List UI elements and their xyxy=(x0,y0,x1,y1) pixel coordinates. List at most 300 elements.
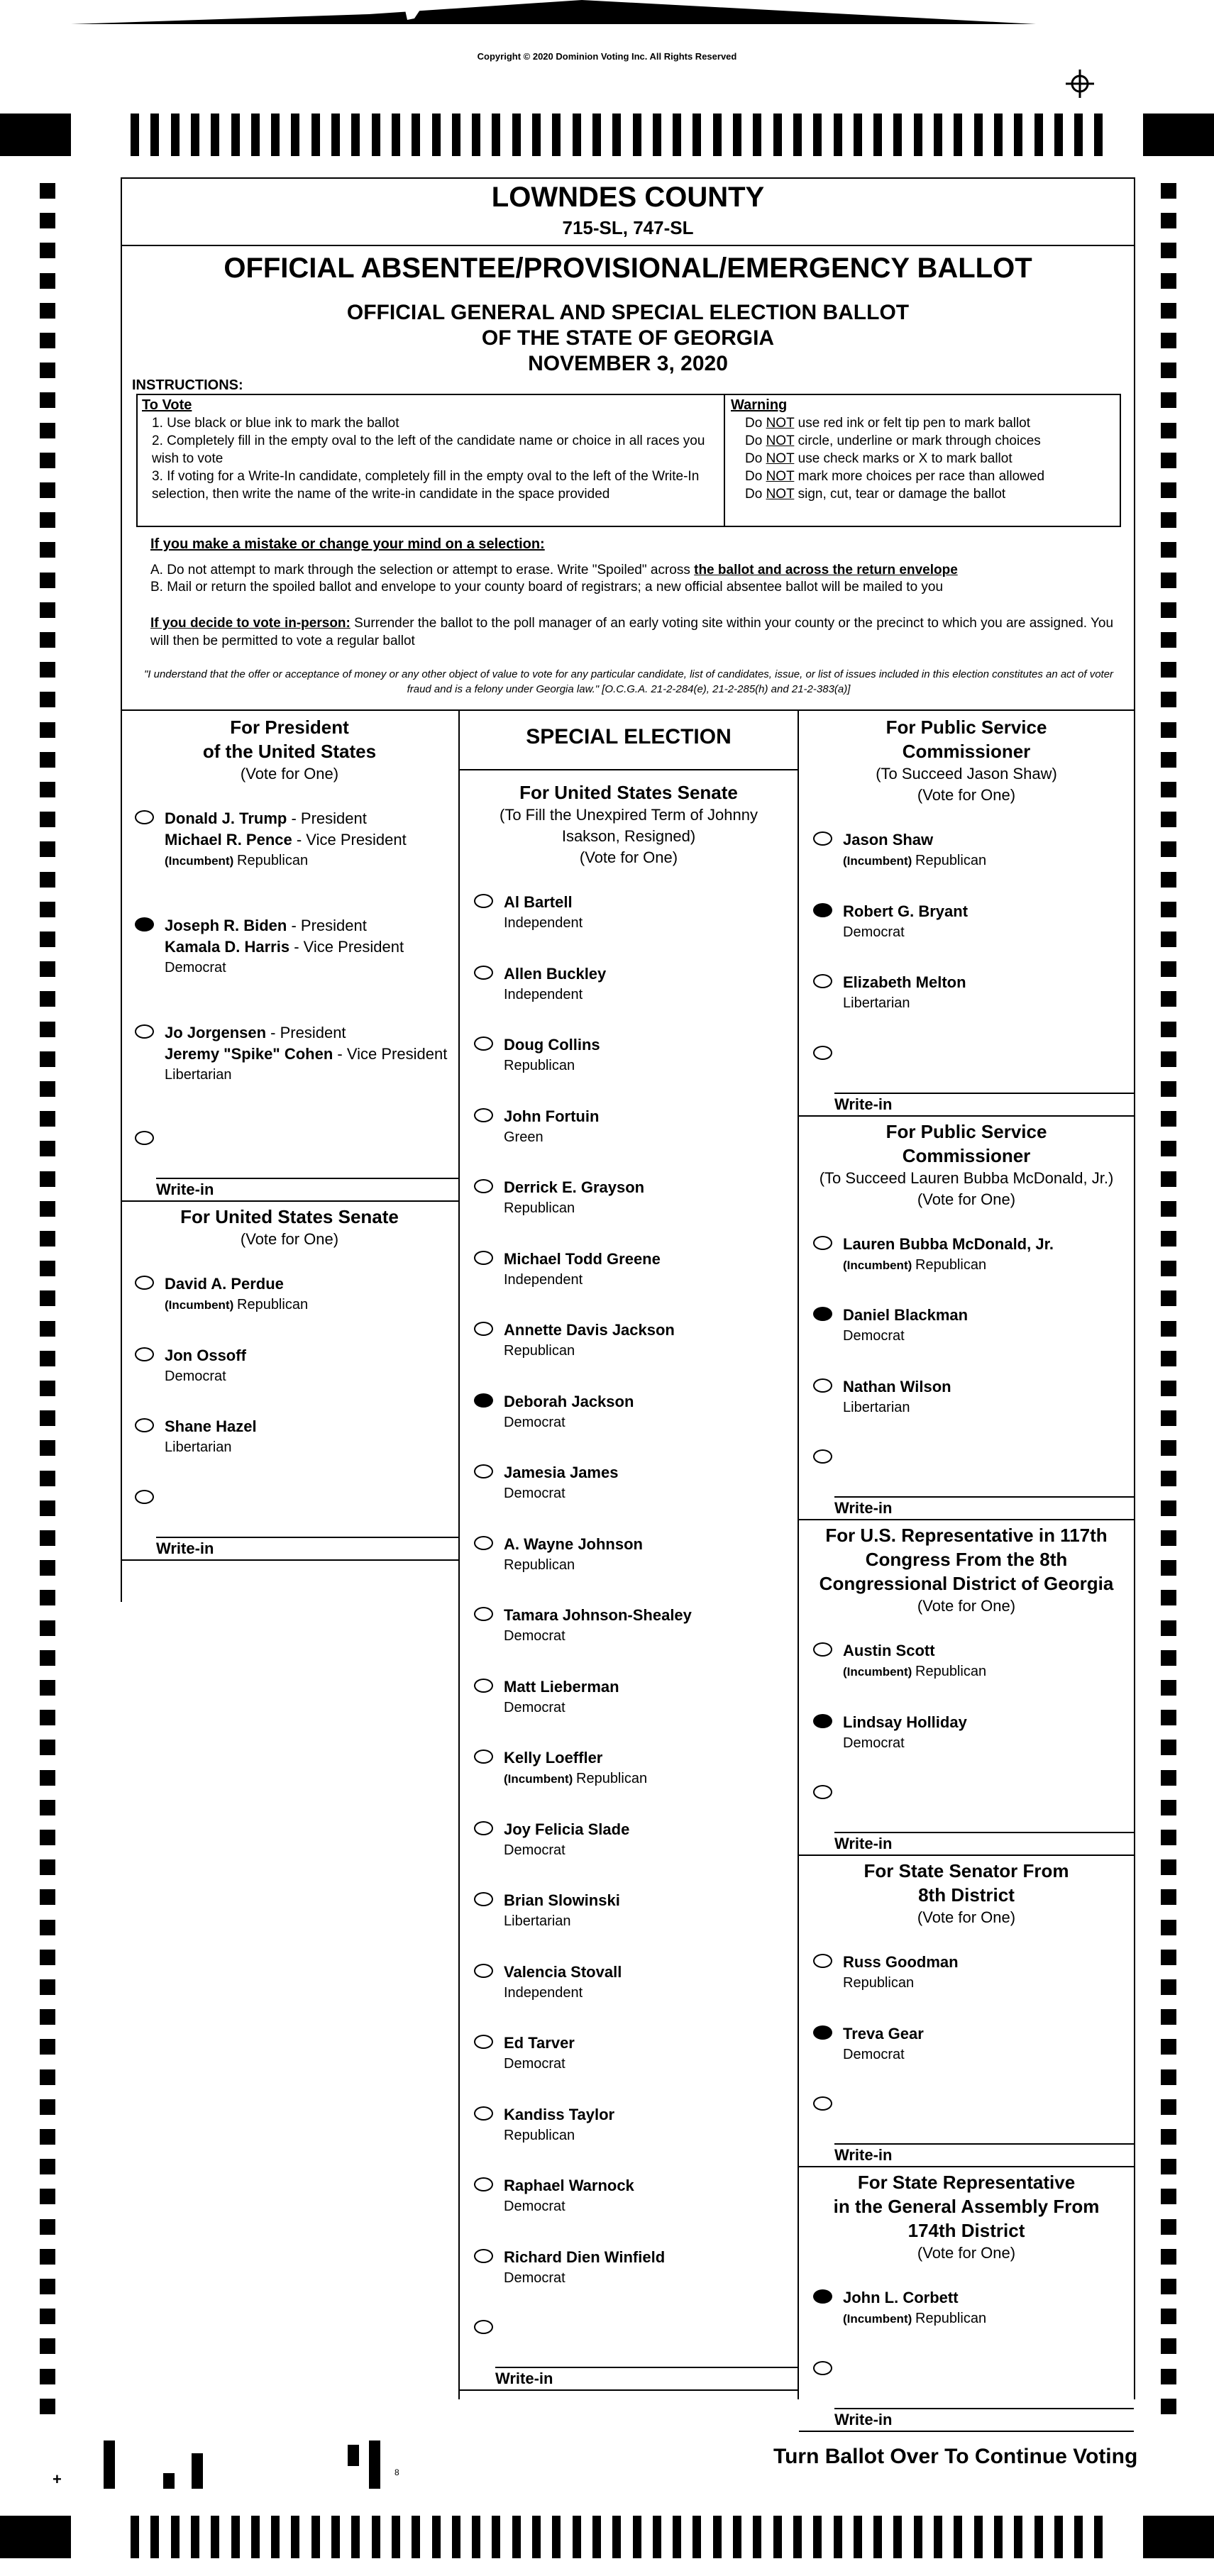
candidate-option[interactable] xyxy=(135,1274,451,1331)
race-instruction: (Vote for One) xyxy=(917,1190,1016,1208)
timing-mark xyxy=(40,542,55,558)
candidate-party: Democrat xyxy=(504,2270,565,2286)
candidate-party: Republican xyxy=(504,2127,575,2143)
candidate-party: Democrat xyxy=(504,1842,565,1858)
vote-oval[interactable] xyxy=(474,1964,493,1978)
timing-mark xyxy=(40,2099,55,2115)
candidate-name: Jon Ossoff xyxy=(165,1346,246,1364)
vote-oval[interactable] xyxy=(135,1276,154,1290)
candidate-party: Independent xyxy=(504,1984,583,2001)
candidate-name: Allen Buckley xyxy=(504,964,607,983)
candidate-option[interactable] xyxy=(474,892,790,949)
timing-mark xyxy=(1161,692,1176,707)
code-mark xyxy=(104,2440,115,2489)
write-in-label: Write-in xyxy=(834,1499,893,1517)
timing-mark xyxy=(40,961,55,977)
timing-mark xyxy=(40,512,55,528)
vote-oval[interactable] xyxy=(135,1131,154,1145)
candidate-option[interactable] xyxy=(474,2176,790,2233)
candidate-party: Libertarian xyxy=(165,1066,232,1083)
candidate-party: Democrat xyxy=(504,2199,565,2214)
vote-oval[interactable] xyxy=(813,831,832,846)
timing-mark xyxy=(673,114,681,156)
oath-text: "I understand that the offer or acceptance of money or any other object of value to vote for any particular candidate, list of candidates, issue, or list of issues included in this election constitutes an act of voter fraud and is a felony under Georgia law." [O.C.G.A. 21-2-284(e), 21-2-285(h) and 21-2-383(a)] xyxy=(143,668,1114,695)
timing-mark xyxy=(40,1979,55,1995)
vote-oval[interactable] xyxy=(135,1490,154,1504)
candidate-option[interactable] xyxy=(474,1820,790,1876)
timing-mark xyxy=(1161,392,1176,408)
vote-oval[interactable] xyxy=(135,1418,154,1432)
timing-mark xyxy=(1161,1381,1176,1396)
vote-oval[interactable] xyxy=(474,1179,493,1193)
to-vote-title: To Vote xyxy=(142,397,192,413)
candidate-name: John L. Corbett xyxy=(843,2289,959,2306)
vote-oval[interactable] xyxy=(813,2096,832,2111)
write-in-line[interactable] xyxy=(834,1093,1134,1094)
candidate-party: (Incumbent) Republican xyxy=(165,1297,309,1313)
vote-oval[interactable] xyxy=(474,1892,493,1906)
race-instruction: (To Succeed Lauren Bubba McDonald, Jr.) xyxy=(819,1168,1114,1187)
race-header xyxy=(799,2170,1134,2264)
race-instruction: Isakson, Resigned) xyxy=(561,827,696,845)
timing-mark xyxy=(954,114,962,156)
vote-oval[interactable] xyxy=(474,1322,493,1336)
timing-mark xyxy=(150,2516,159,2558)
race-header xyxy=(799,1859,1134,1928)
timing-mark xyxy=(1161,1290,1176,1306)
vote-oval[interactable] xyxy=(474,1749,493,1764)
timing-mark xyxy=(673,2516,681,2558)
candidate-name: Nathan Wilson xyxy=(843,1377,951,1395)
candidate-option[interactable] xyxy=(135,916,451,973)
timing-mark xyxy=(1161,573,1176,588)
candidate-party: Republican xyxy=(504,1343,575,1359)
timing-mark xyxy=(392,114,400,156)
timing-mark xyxy=(40,2279,55,2294)
candidate-name: Doug Collins xyxy=(504,1036,600,1054)
candidate-option[interactable] xyxy=(474,1962,790,2019)
timing-mark xyxy=(612,2516,621,2558)
code-mark xyxy=(192,2453,203,2489)
candidate-option[interactable] xyxy=(135,809,451,866)
timing-mark xyxy=(1161,2159,1176,2174)
timing-mark xyxy=(331,2516,340,2558)
candidate-option[interactable] xyxy=(474,1320,790,1377)
timing-mark xyxy=(171,114,180,156)
candidate-party: Democrat xyxy=(843,1735,905,1751)
timing-mark xyxy=(372,114,380,156)
timing-mark xyxy=(271,2516,280,2558)
vote-oval[interactable] xyxy=(813,1954,832,1968)
timing-mark xyxy=(934,114,942,156)
candidate-name: Elizabeth Melton xyxy=(843,973,966,991)
timing-mark xyxy=(1161,2338,1176,2354)
write-in-label: Write-in xyxy=(834,2410,893,2428)
vote-oval[interactable] xyxy=(135,1024,154,1039)
timing-mark xyxy=(1161,2219,1176,2235)
timing-mark xyxy=(412,114,420,156)
race-instruction: (Vote for One) xyxy=(579,848,678,866)
candidate-party: (Incumbent) Republican xyxy=(504,1771,648,1786)
candidate-party: Republican xyxy=(504,1557,575,1573)
timing-mark xyxy=(40,333,55,348)
timing-mark xyxy=(1161,243,1176,258)
candidate-party: Green xyxy=(504,1129,543,1145)
vote-oval[interactable] xyxy=(813,1449,832,1464)
candidate-option[interactable] xyxy=(474,1107,790,1163)
timing-mark xyxy=(1161,1321,1176,1337)
timing-mark xyxy=(131,2516,139,2558)
timing-mark xyxy=(552,2516,561,2558)
timing-mark xyxy=(432,2516,441,2558)
timing-mark xyxy=(1161,1680,1176,1696)
candidate-party: Independent xyxy=(504,915,583,931)
race-instruction: (To Fill the Unexpired Term of Johnny xyxy=(500,806,758,824)
timing-mark xyxy=(1074,114,1083,156)
timing-mark xyxy=(40,602,55,618)
timing-mark xyxy=(1161,1740,1176,1755)
timing-mark xyxy=(813,2516,822,2558)
timing-mark xyxy=(40,423,55,438)
timing-mark xyxy=(1161,841,1176,857)
vote-oval[interactable] xyxy=(813,1642,832,1657)
timing-mark xyxy=(311,2516,320,2558)
candidate-option[interactable] xyxy=(813,902,1127,958)
candidate-option[interactable] xyxy=(813,973,1127,1029)
write-in-line[interactable] xyxy=(834,2408,1134,2409)
timing-mark xyxy=(1161,1261,1176,1276)
timing-mark xyxy=(1161,1440,1176,1456)
timing-mark xyxy=(40,1261,55,1276)
candidate-option[interactable] xyxy=(474,1535,790,1591)
vote-oval[interactable] xyxy=(813,903,832,917)
race-header xyxy=(799,1523,1134,1617)
timing-mark xyxy=(40,2189,55,2204)
timing-mark xyxy=(40,1081,55,1097)
timing-mark xyxy=(40,1290,55,1306)
timing-mark xyxy=(40,1770,55,1786)
timing-mark xyxy=(472,2516,480,2558)
candidate-name: Lindsay Holliday xyxy=(843,1713,967,1731)
timing-mark xyxy=(1143,114,1214,156)
candidate-party: Independent xyxy=(504,986,583,1002)
vote-oval[interactable] xyxy=(813,974,832,988)
timing-mark xyxy=(1161,273,1176,289)
timing-mark xyxy=(40,1022,55,1037)
vote-oval[interactable] xyxy=(813,1307,832,1321)
vote-oval[interactable] xyxy=(813,1046,832,1060)
candidate-option[interactable] xyxy=(813,1305,1127,1362)
candidate-option[interactable] xyxy=(474,2248,790,2304)
candidate-option[interactable] xyxy=(813,2288,1127,2345)
vote-oval[interactable] xyxy=(135,1347,154,1361)
write-in-line[interactable] xyxy=(495,2367,798,2368)
timing-mark xyxy=(40,1171,55,1187)
timing-mark xyxy=(873,114,882,156)
candidate-option[interactable] xyxy=(813,1713,1127,1769)
write-in-label: Write-in xyxy=(156,1181,214,1199)
timing-mark xyxy=(392,2516,400,2558)
timing-mark xyxy=(231,114,240,156)
race-title: For United States Senate xyxy=(180,1206,399,1228)
write-in-line[interactable] xyxy=(834,1496,1134,1498)
timing-mark xyxy=(773,114,782,156)
candidate-option[interactable] xyxy=(474,2105,790,2162)
ballot-codes: 715-SL, 747-SL xyxy=(562,217,694,238)
vote-oval[interactable] xyxy=(474,2035,493,2049)
timing-mark xyxy=(40,782,55,797)
vote-oval[interactable] xyxy=(474,1464,493,1478)
race-header xyxy=(121,1205,458,1250)
timing-mark xyxy=(372,2516,380,2558)
vote-oval[interactable] xyxy=(474,2177,493,2191)
candidate-option[interactable] xyxy=(813,1952,1127,2009)
candidate-name: Daniel Blackman xyxy=(843,1306,969,1324)
timing-mark xyxy=(40,273,55,289)
candidate-name: Al Bartell xyxy=(504,893,573,911)
candidate-option[interactable] xyxy=(474,1605,790,1662)
timing-mark xyxy=(40,812,55,827)
candidate-option[interactable] xyxy=(813,1641,1127,1698)
timing-mark xyxy=(1161,1530,1176,1546)
timing-mark xyxy=(1014,114,1022,156)
timing-mark xyxy=(40,1471,55,1486)
candidate-name: Kandiss Taylor xyxy=(504,2105,615,2123)
candidate-name: Robert G. Bryant xyxy=(843,902,969,920)
candidate-option[interactable] xyxy=(474,964,790,1021)
write-in-line[interactable] xyxy=(156,1537,458,1538)
candidate-option[interactable] xyxy=(135,1346,451,1403)
timing-mark xyxy=(1161,1201,1176,1217)
candidate-name: Brian Slowinski xyxy=(504,1891,620,1909)
timing-mark xyxy=(994,114,1003,156)
candidate-party: Republican xyxy=(504,1200,575,1216)
candidate-name: John Fortuin xyxy=(504,1107,600,1125)
race-title: For President xyxy=(230,717,349,738)
timing-mark xyxy=(1034,114,1043,156)
timing-mark xyxy=(1161,303,1176,319)
candidate-name: Jamesia James xyxy=(504,1464,619,1481)
timing-mark xyxy=(1143,2516,1214,2558)
timing-mark xyxy=(1161,1022,1176,1037)
race-title: in the General Assembly From xyxy=(833,2196,1100,2217)
race-divider xyxy=(121,1559,458,1561)
vote-oval[interactable] xyxy=(813,2361,832,2375)
candidate-party: Libertarian xyxy=(165,1439,232,1456)
candidate-party: Libertarian xyxy=(843,1399,910,1415)
timing-mark xyxy=(1161,2309,1176,2324)
timing-mark xyxy=(813,114,822,156)
candidate-option[interactable] xyxy=(474,1748,790,1805)
timing-mark xyxy=(1161,1650,1176,1666)
timing-mark xyxy=(532,114,541,156)
timing-mark xyxy=(1161,1950,1176,1965)
timing-mark xyxy=(1161,1081,1176,1097)
candidate-option[interactable] xyxy=(813,1377,1127,1434)
timing-mark xyxy=(40,752,55,768)
candidate-option[interactable] xyxy=(135,1417,451,1474)
timing-mark xyxy=(40,1859,55,1875)
timing-mark xyxy=(0,114,71,156)
election-date: NOVEMBER 3, 2020 xyxy=(528,352,728,375)
candidate-name: Joy Felicia Slade xyxy=(504,1820,630,1838)
vote-oval[interactable] xyxy=(474,2249,493,2263)
timing-mark xyxy=(893,114,902,156)
candidate-party: Democrat xyxy=(504,1414,565,1430)
candidate-option[interactable] xyxy=(474,2033,790,2090)
candidate-name: Shane Hazel xyxy=(165,1417,257,1436)
candidate-option[interactable] xyxy=(474,1677,790,1734)
vote-oval[interactable] xyxy=(474,1037,493,1051)
race-divider xyxy=(799,2166,1134,2167)
race-title: For State Senator From xyxy=(863,1860,1069,1881)
timing-mark xyxy=(40,453,55,468)
timing-mark xyxy=(40,932,55,947)
timing-mark xyxy=(1161,363,1176,378)
vote-oval[interactable] xyxy=(135,917,154,932)
timing-mark xyxy=(40,573,55,588)
vote-oval[interactable] xyxy=(474,1536,493,1550)
vote-oval[interactable] xyxy=(474,1821,493,1835)
race-instruction: (Vote for One) xyxy=(240,765,339,783)
timing-mark xyxy=(452,114,460,156)
divider xyxy=(122,245,1134,246)
to-vote-item: 3. If voting for a Write-In candidate, completely fill in the empty oval to the left of the Write-In selection, then write the name of the write-in candidate in the space provided xyxy=(152,469,700,502)
candidate-option[interactable] xyxy=(474,1891,790,1947)
warning-list xyxy=(745,414,1114,503)
candidate-party: Democrat xyxy=(504,2056,565,2072)
vote-oval[interactable] xyxy=(474,1607,493,1621)
timing-mark xyxy=(1161,482,1176,498)
vote-oval[interactable] xyxy=(474,2320,493,2334)
timing-mark xyxy=(834,114,842,156)
candidate-option[interactable] xyxy=(474,1249,790,1306)
race-divider xyxy=(799,1854,1134,1856)
timing-mark xyxy=(311,114,320,156)
candidate-party: Democrat xyxy=(504,1699,565,1715)
timing-mark xyxy=(40,392,55,408)
race-header xyxy=(799,1120,1134,1210)
write-in-line[interactable] xyxy=(834,2143,1134,2145)
warning-item: Do NOT sign, cut, tear or damage the ballot xyxy=(745,487,1006,502)
column-border xyxy=(121,711,122,1602)
vote-oval[interactable] xyxy=(813,1785,832,1799)
vote-oval[interactable] xyxy=(813,1714,832,1728)
timing-mark xyxy=(40,1889,55,1905)
timing-mark xyxy=(351,2516,360,2558)
timing-mark xyxy=(914,114,922,156)
vote-oval[interactable] xyxy=(813,1236,832,1250)
candidate-option[interactable] xyxy=(813,830,1127,887)
race-instruction: (Vote for One) xyxy=(917,2244,1016,2262)
vote-oval[interactable] xyxy=(474,1393,493,1408)
candidate-name: Treva Gear xyxy=(843,2024,924,2042)
timing-mark xyxy=(40,1321,55,1337)
candidate-option[interactable] xyxy=(813,2024,1127,2081)
candidate-name: Matt Lieberman xyxy=(504,1677,619,1696)
candidate-option[interactable] xyxy=(474,1178,790,1234)
write-in-label: Write-in xyxy=(156,1539,214,1557)
race-header xyxy=(121,715,458,785)
timing-mark xyxy=(251,2516,260,2558)
vote-oval[interactable] xyxy=(135,810,154,824)
timing-mark xyxy=(1161,1979,1176,1995)
timing-mark xyxy=(40,2129,55,2145)
vote-oval[interactable] xyxy=(474,1108,493,1122)
vote-oval[interactable] xyxy=(813,2289,832,2304)
timing-mark xyxy=(271,114,280,156)
registration-target-icon xyxy=(1064,68,1096,99)
vote-oval[interactable] xyxy=(813,1378,832,1393)
candidate-option[interactable] xyxy=(135,1023,451,1083)
timing-mark xyxy=(1161,662,1176,678)
timing-mark xyxy=(1161,1920,1176,1935)
timing-mark xyxy=(1161,1051,1176,1067)
candidate-party: (Incumbent) Republican xyxy=(165,853,309,868)
timing-mark xyxy=(793,2516,802,2558)
top-timing-marks xyxy=(0,114,1214,156)
race-header xyxy=(460,780,798,868)
timing-mark xyxy=(873,2516,882,2558)
write-in-line[interactable] xyxy=(156,1178,458,1179)
write-in-line[interactable] xyxy=(834,1832,1134,1833)
timing-mark xyxy=(1161,2069,1176,2085)
timing-mark xyxy=(40,1500,55,1516)
timing-mark xyxy=(1161,1231,1176,1246)
candidate-option[interactable] xyxy=(474,1035,790,1092)
timing-mark xyxy=(150,114,159,156)
race-instruction: (Vote for One) xyxy=(917,1908,1016,1926)
candidate-name: Michael Todd Greene xyxy=(504,1249,661,1268)
timing-mark xyxy=(40,1111,55,1127)
timing-mark xyxy=(231,2516,240,2558)
timing-mark xyxy=(1161,782,1176,797)
timing-mark xyxy=(974,114,983,156)
candidate-party: (Incumbent) Republican xyxy=(843,1664,987,1679)
vote-oval[interactable] xyxy=(813,2025,832,2040)
vote-oval[interactable] xyxy=(474,1679,493,1693)
timing-mark xyxy=(713,2516,722,2558)
timing-mark xyxy=(633,114,641,156)
timing-mark xyxy=(1161,1800,1176,1815)
timing-mark xyxy=(1161,1710,1176,1725)
timing-mark xyxy=(1161,752,1176,768)
timing-mark xyxy=(40,2338,55,2354)
candidate-option[interactable] xyxy=(474,1463,790,1520)
candidate-option[interactable] xyxy=(474,1392,790,1449)
vote-oval[interactable] xyxy=(474,966,493,980)
candidate-option[interactable] xyxy=(813,1234,1127,1291)
race-divider xyxy=(460,2389,798,2391)
timing-mark xyxy=(1161,1111,1176,1127)
divider xyxy=(724,394,725,527)
timing-mark xyxy=(512,2516,521,2558)
timing-mark xyxy=(653,114,661,156)
race-title: For U.S. Representative in 117th xyxy=(825,1525,1108,1546)
timing-mark xyxy=(1161,1500,1176,1516)
vote-oval[interactable] xyxy=(474,894,493,908)
timing-mark xyxy=(1161,213,1176,228)
timing-mark xyxy=(733,114,741,156)
timing-mark xyxy=(1161,1171,1176,1187)
vote-oval[interactable] xyxy=(474,2106,493,2121)
vote-oval[interactable] xyxy=(474,1251,493,1265)
timing-mark xyxy=(40,1530,55,1546)
write-in-label: Write-in xyxy=(495,2370,553,2387)
candidate-party: Democrat xyxy=(504,1628,565,1644)
race-title: Congressional District of Georgia xyxy=(819,1573,1114,1594)
timing-mark xyxy=(592,114,601,156)
